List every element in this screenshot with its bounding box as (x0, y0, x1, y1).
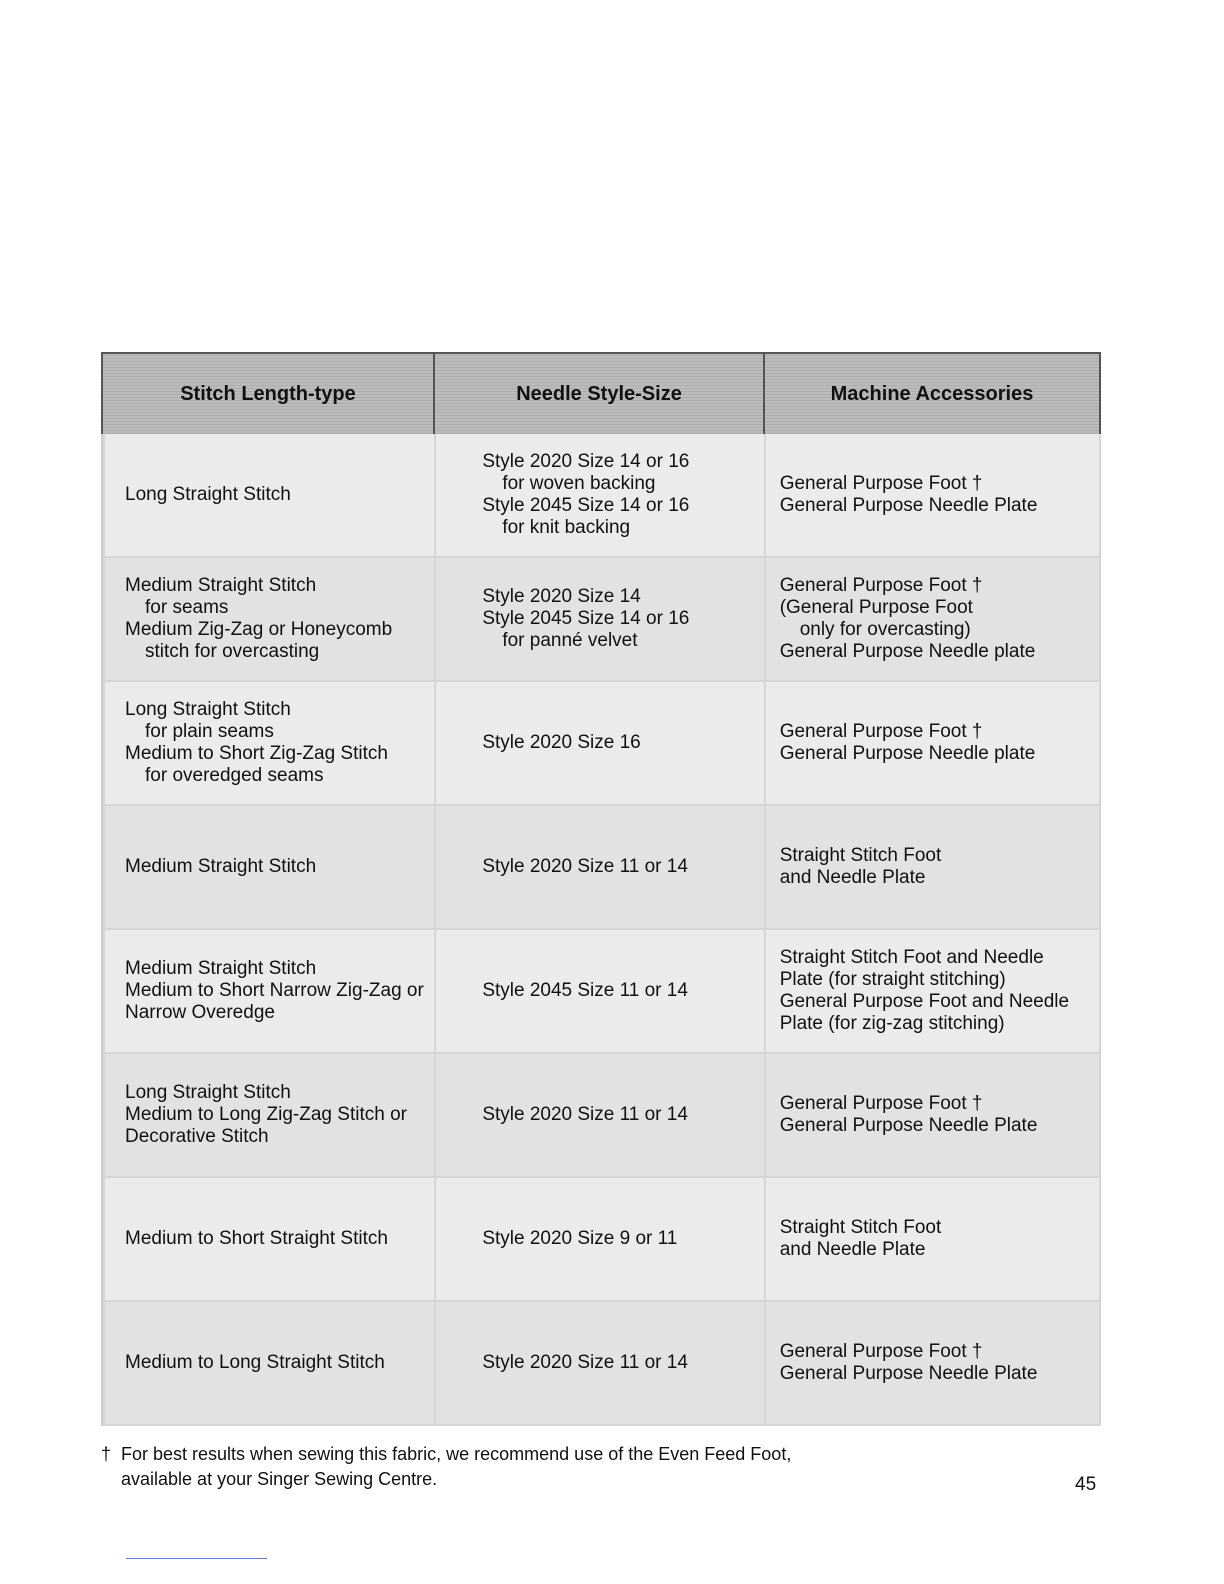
needle-cell (434, 1054, 763, 1178)
cell-line: and Needle Plate (779, 867, 926, 888)
cell-line: Plate (for zig-zag stitching) (779, 1013, 1005, 1034)
table-row (103, 682, 1101, 806)
cell-line: Plate (for straight stitching) (779, 969, 1006, 990)
cell-line: Style 2045 Size 14 or 16 (482, 608, 690, 629)
cell-line: Style 2020 Size 11 or 14 (482, 856, 688, 877)
cell-line: Medium to Short Narrow Zig-Zag or (125, 980, 424, 1001)
cell-line: General Purpose Needle Plate (779, 495, 1038, 516)
accessories-cell (764, 1054, 1101, 1178)
cell-line: only for overcasting) (799, 619, 971, 640)
accessories-cell (764, 682, 1101, 806)
cell-line: Medium Straight Stitch (125, 856, 317, 877)
footnote-line-2: available at your Singer Sewing Centre. (121, 1469, 438, 1489)
table-row (103, 558, 1101, 682)
cell-line: General Purpose Needle plate (779, 743, 1036, 764)
dagger-mark: † (101, 1444, 112, 1464)
cell-line: (General Purpose Foot (779, 597, 973, 618)
needle-cell (434, 682, 763, 806)
needle-cell (434, 806, 763, 930)
stitch-cell (103, 1302, 434, 1426)
accessories-cell (764, 1302, 1101, 1426)
footnote (101, 1442, 791, 1492)
footer-rule (126, 1558, 267, 1559)
cell-line: General Purpose Needle plate (779, 641, 1036, 662)
cell-line: and Needle Plate (779, 1239, 926, 1260)
table-row (103, 806, 1101, 930)
cell-line: Long Straight Stitch (125, 1082, 291, 1103)
cell-line: for seams (145, 597, 229, 618)
cell-line: Straight Stitch Foot and Needle (779, 947, 1044, 968)
cell-line: Medium to Short Straight Stitch (125, 1228, 388, 1249)
cell-line: for woven backing (502, 473, 656, 494)
cell-line: Style 2045 Size 14 or 16 (482, 495, 690, 516)
needle-cell (434, 558, 763, 682)
cell-line: Straight Stitch Foot (779, 845, 942, 866)
cell-line: Medium Straight Stitch (125, 575, 317, 596)
cell-line: General Purpose Needle Plate (779, 1363, 1038, 1384)
cell-line: General Purpose Foot † (779, 1341, 983, 1362)
accessories-cell (764, 1178, 1101, 1302)
accessories-cell (764, 558, 1101, 682)
cell-line: Medium to Long Zig-Zag Stitch or (125, 1104, 407, 1125)
table-body (101, 434, 1101, 1426)
cell-line: General Purpose Foot † (779, 1093, 983, 1114)
cell-line: for overedged seams (145, 765, 324, 786)
cell-line: Style 2020 Size 16 (482, 732, 641, 753)
table-row (103, 1054, 1101, 1178)
cell-line: stitch for overcasting (145, 641, 320, 662)
cell-line: Style 2020 Size 9 or 11 (482, 1228, 678, 1249)
needle-accessory-table (101, 352, 1101, 1426)
table-row (103, 434, 1101, 558)
cell-line: General Purpose Foot † (779, 721, 983, 742)
stitch-cell (103, 682, 434, 806)
accessories-cell (764, 434, 1101, 558)
cell-line: Medium Straight Stitch (125, 958, 317, 979)
cell-line: Medium Zig-Zag or Honeycomb (125, 619, 393, 640)
stitch-cell (103, 930, 434, 1054)
cell-line: Long Straight Stitch (125, 699, 291, 720)
cell-line: General Purpose Foot and Needle (779, 991, 1070, 1012)
cell-line: for plain seams (145, 721, 274, 742)
cell-line: Style 2045 Size 11 or 14 (482, 980, 688, 1001)
table-row (103, 1302, 1101, 1426)
cell-line: for panné velvet (502, 630, 638, 651)
cell-line: General Purpose Foot † (779, 473, 983, 494)
footnote-line-1: For best results when sewing this fabric, we recommend use of the Even Feed Foot, (121, 1444, 792, 1464)
stitch-cell (103, 434, 434, 558)
header-machine-accessories: Machine Accessories (763, 354, 1101, 434)
stitch-cell (103, 806, 434, 930)
page-number: 45 (1075, 1474, 1097, 1495)
cell-line: Long Straight Stitch (125, 484, 291, 505)
cell-line: Style 2020 Size 14 or 16 (482, 451, 690, 472)
needle-cell (434, 930, 763, 1054)
table-row (103, 930, 1101, 1054)
cell-line: Style 2020 Size 11 or 14 (482, 1352, 688, 1373)
cell-line: Straight Stitch Foot (779, 1217, 942, 1238)
needle-cell (434, 434, 763, 558)
cell-line: Medium to Short Zig-Zag Stitch (125, 743, 388, 764)
accessories-cell (764, 806, 1101, 930)
stitch-cell (103, 1054, 434, 1178)
header-needle-style-size: Needle Style-Size (433, 354, 763, 434)
cell-line: Medium to Long Straight Stitch (125, 1352, 385, 1373)
cell-line: Style 2020 Size 14 (482, 586, 641, 607)
cell-line: Style 2020 Size 11 or 14 (482, 1104, 688, 1125)
needle-cell (434, 1302, 763, 1426)
cell-line: General Purpose Foot † (779, 575, 983, 596)
accessories-cell (764, 930, 1101, 1054)
cell-line: General Purpose Needle Plate (779, 1115, 1038, 1136)
cell-line: for knit backing (502, 517, 631, 538)
cell-line: Decorative Stitch (125, 1126, 269, 1147)
table-header (101, 352, 1101, 434)
needle-cell (434, 1178, 763, 1302)
table-row (103, 1178, 1101, 1302)
stitch-cell (103, 558, 434, 682)
cell-line: Narrow Overedge (125, 1002, 275, 1023)
stitch-cell (103, 1178, 434, 1302)
header-stitch-length-type: Stitch Length-type (101, 354, 433, 434)
